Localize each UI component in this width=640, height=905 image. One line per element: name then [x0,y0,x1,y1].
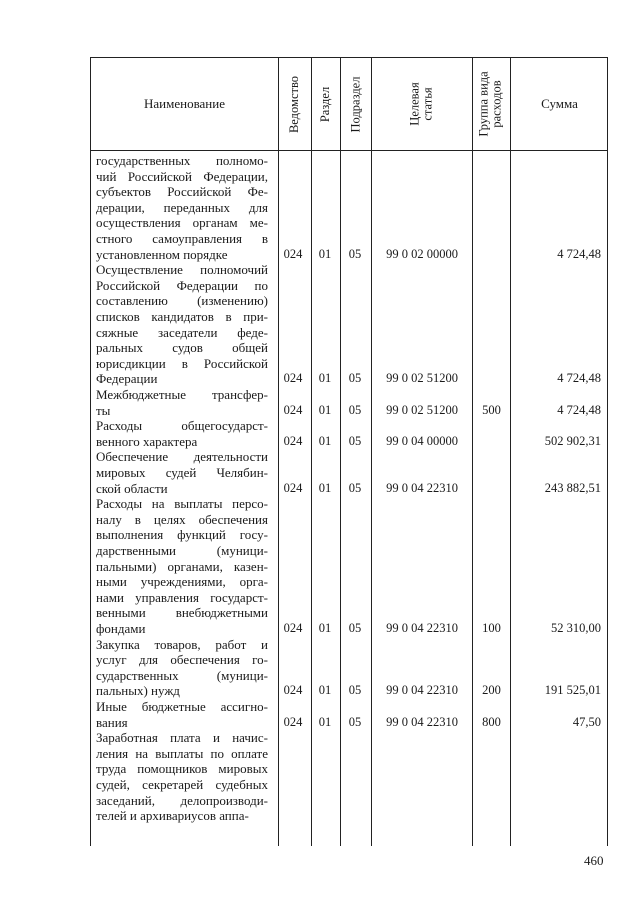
row-name-line: нами управления государст- [96,589,268,605]
row-name-line: мировых судей Челябин- [96,464,268,480]
cell-ved: 024 [283,714,303,729]
cell-razdel: 01 [318,371,332,386]
row-name-line: пальных) нужд [96,683,180,699]
row-name-line: Межбюджетные трансфер- [96,387,268,402]
cell-celevaya: 99 0 04 22310 [386,620,458,635]
cell-celevaya: 99 0 04 22310 [386,683,458,698]
row-name [96,496,268,636]
header-podrazdel-cell [340,58,371,150]
cell-ved: 024 [283,371,303,386]
cell-razdel: 01 [318,246,332,261]
cell-summa: 4 724,48 [557,246,601,261]
cell-podrazdel: 05 [348,402,362,417]
row-name-line: заседаний, делопроизводи- [96,792,268,808]
row-name [96,418,268,449]
cell-podrazdel: 05 [348,683,362,698]
cell-razdel: 01 [318,683,332,698]
row-name [96,387,268,418]
row-name-line: осуществления органам ме- [96,215,268,231]
cell-celevaya: 99 0 02 00000 [386,246,458,261]
cell-summa: 4 724,48 [557,402,601,417]
header-vedomstvo-cell [278,58,311,150]
cell-razdel: 01 [318,433,332,448]
row-name-line: стного самоуправления в [96,230,268,246]
row-name-line: ления на выплаты по оплате [96,745,268,761]
row-name-line: телей и архивариусов аппа- [96,808,249,824]
row-name-line: труда помощников мировых [96,761,268,777]
header-summa: Сумма [541,96,578,111]
cell-razdel: 01 [318,480,332,495]
cell-podrazdel: 05 [348,433,362,448]
page-number: 460 [584,853,604,868]
cell-podrazdel: 05 [348,480,362,495]
header-podrazdel: Подраздел [348,76,362,132]
cell-podrazdel: 05 [348,246,362,261]
cell-podrazdel: 05 [348,371,362,386]
cell-razdel: 01 [318,402,332,417]
row-name-line: венного характера [96,433,198,449]
row-name-line: Иные бюджетные ассигно- [96,699,268,714]
header-razdel: Раздел [318,86,333,122]
row-name-line: пальными) органами, казен- [96,558,268,574]
header-celevaya-cell [371,58,472,150]
cell-gruppa: 800 [482,714,501,729]
cell-podrazdel: 05 [348,714,362,729]
cell-razdel: 01 [318,620,332,635]
row-name-line: составлению (изменению) [96,293,268,309]
header-celevaya [409,82,435,125]
cell-ved: 024 [283,620,303,635]
cell-gruppa: 200 [482,683,501,698]
cell-celevaya: 99 0 04 22310 [386,714,458,729]
row-name-line: субъектов Российской Фе- [96,184,268,200]
header-gruppa-line2: расходов [490,80,505,128]
row-name-line: фондами [96,620,146,636]
row-name-line: установленном порядке [96,246,228,262]
row-name [96,153,268,262]
row-name-line: чий Российской Федерации, [96,168,268,184]
cell-ved: 024 [283,433,303,448]
cell-ved: 024 [283,480,303,495]
row-name [96,730,268,824]
row-name-line: судей, секретарей судебных [96,776,268,792]
row-name-line: сударственных (муници- [96,667,268,683]
cell-summa: 243 882,51 [544,480,601,495]
row-name-line: дарственными (муници- [96,542,268,558]
row-name-line: Осуществление полномочий [96,262,268,278]
row-name-line: выполнения функций госу- [96,527,268,543]
cell-celevaya: 99 0 04 22310 [386,480,458,495]
cell-gruppa: 100 [482,620,501,635]
header-divider [91,150,607,151]
row-name-line: Расходы на выплаты персо- [96,496,268,512]
row-name-line: списков кандидатов в при- [96,308,268,324]
header-gruppa-line1: Группа вида [477,71,492,137]
row-name-line: ты [96,402,111,418]
row-name-line: Обеспечение деятельности [96,449,268,465]
row-name-line: юрисдикции в Российской [96,355,268,371]
row-name [96,262,268,387]
cell-summa: 191 525,01 [544,683,601,698]
row-name-line: государственных полномо- [96,153,268,168]
cell-summa: 502 902,31 [544,433,601,448]
cell-celevaya: 99 0 04 00000 [386,433,458,448]
cell-ved: 024 [283,402,303,417]
row-name-line: венными внебюджетными [96,605,268,621]
row-name-line: ральных судов общей [96,340,268,356]
row-name-line: Закупка товаров, работ и [96,636,268,652]
cell-ved: 024 [283,246,303,261]
header-gruppa-cell [472,58,510,150]
header-gruppa [478,71,504,136]
row-name [96,637,268,699]
row-name-line: вания [96,714,128,730]
row-name [96,449,268,496]
row-name-line: сяжные заседатели феде- [96,324,268,340]
cell-razdel: 01 [318,714,332,729]
row-name-line: Федерации [96,371,158,387]
cell-summa: 4 724,48 [557,371,601,386]
cell-podrazdel: 05 [348,620,362,635]
row-name-line: дерации, переданных для [96,199,268,215]
row-name-line: налу в целях обеспечения [96,511,268,527]
header-celevaya-line1: Целевая [407,82,422,126]
cell-celevaya: 99 0 02 51200 [386,371,458,386]
row-name-line: Российской Федерации по [96,277,268,293]
row-name-line: Расходы общегосударст- [96,418,268,434]
cell-summa: 52 310,00 [551,620,601,635]
row-name-line: ской области [96,480,168,496]
row-name [96,699,268,730]
row-name-line: ными учреждениями, орга- [96,574,268,590]
row-name-line: услуг для обеспечения го- [96,652,268,668]
header-name: Наименование [144,96,225,111]
header-summa-cell [510,58,609,150]
cell-summa: 47,50 [572,714,601,729]
cell-celevaya: 99 0 02 51200 [386,402,458,417]
row-name-line: Заработная плата и начис- [96,730,268,746]
header-vedomstvo: Ведомство [287,75,301,133]
header-name-cell [91,58,278,150]
budget-table [90,57,608,846]
header-celevaya-line2: статья [420,87,435,121]
cell-ved: 024 [283,683,303,698]
cell-gruppa: 500 [482,402,501,417]
header-razdel-cell [311,58,340,150]
